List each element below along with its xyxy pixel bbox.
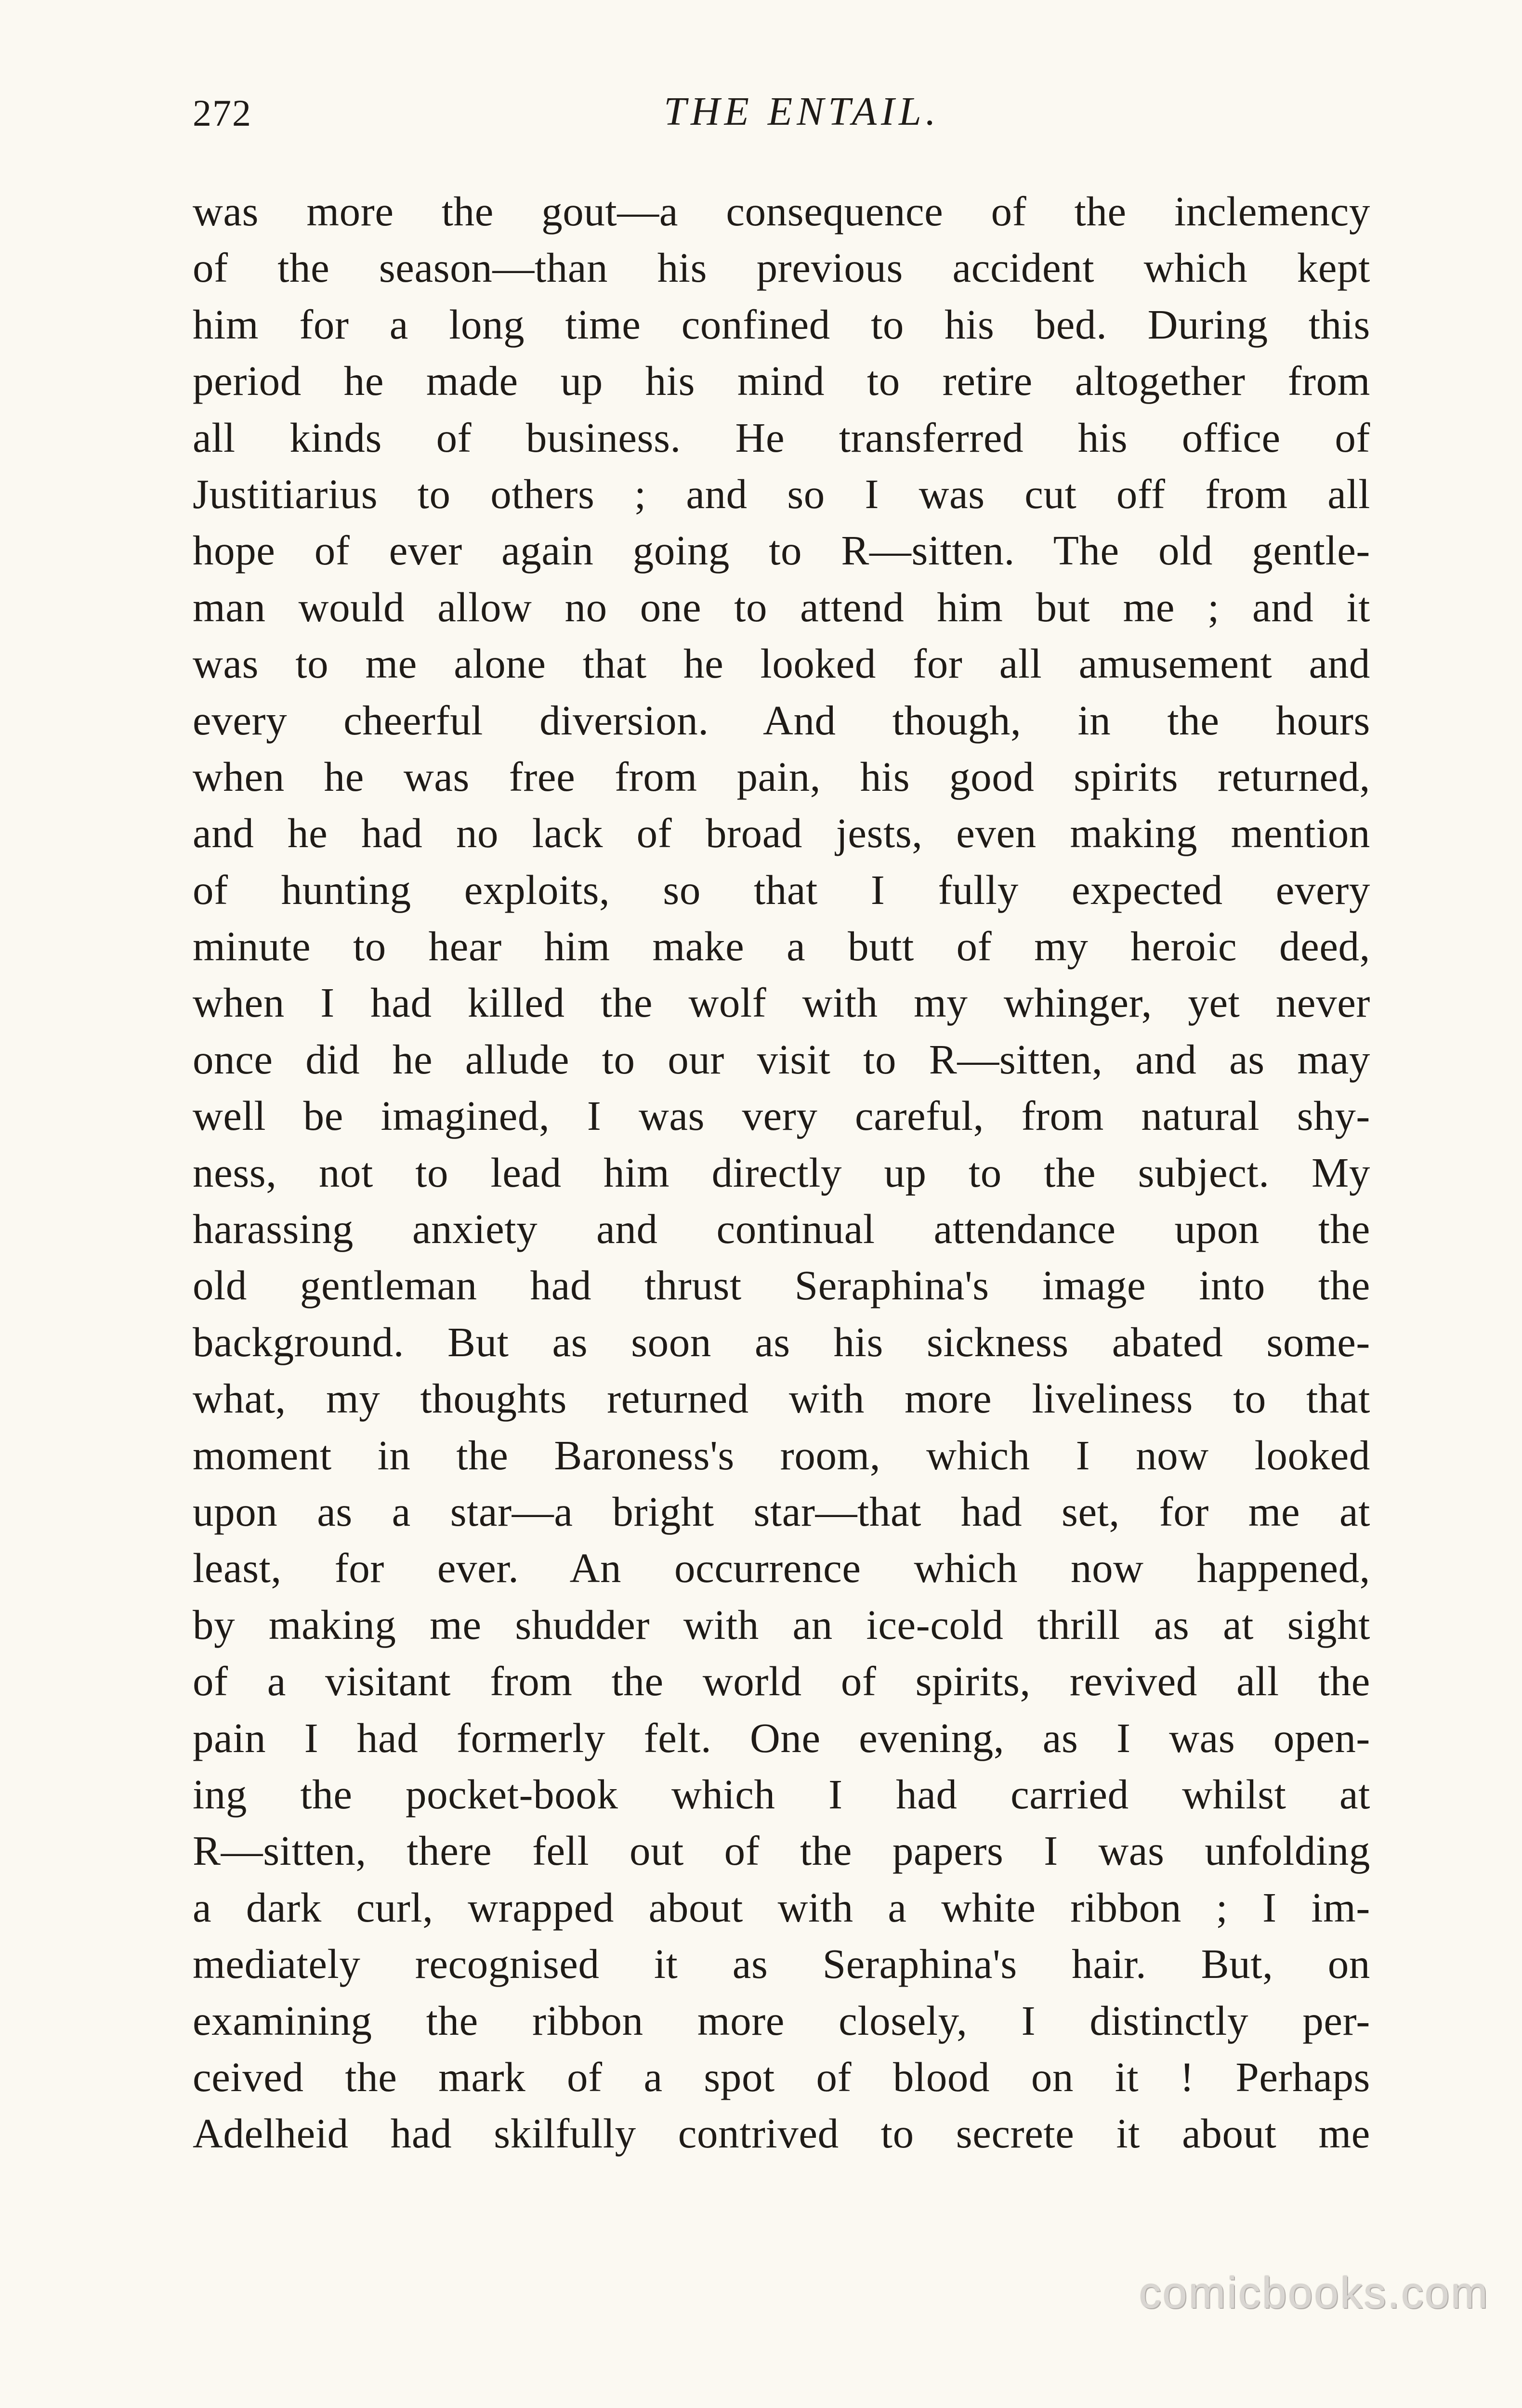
text-line: was more the gout—a consequence of the inclemency [193, 188, 1370, 235]
text-line: pain I had formerly felt. One evening, as I was open- [193, 1714, 1370, 1761]
text-line: period he made up his mind to retire altogether from [193, 357, 1370, 405]
text-line: when he was free from pain, his good spirits returned, [193, 753, 1370, 800]
text-line: ness, not to lead him directly up to the subject. My [193, 1149, 1370, 1196]
text-line: every cheerful diversion. And though, in the hours [193, 696, 1370, 744]
text-line: upon as a star—a bright star—that had set, for me at [193, 1488, 1370, 1535]
page-number: 272 [193, 92, 252, 134]
text-line: ing the pocket-book which I had carried whilst at [193, 1770, 1370, 1818]
text-line: minute to hear him make a butt of my heroic deed, [193, 923, 1370, 970]
running-title: THE ENTAIL. [664, 89, 940, 134]
text-line: and he had no lack of broad jests, even making mention [193, 810, 1370, 857]
watermark: comicbooks.com [1139, 2268, 1489, 2317]
text-line: once did he allude to our visit to R—sitten, and as may [193, 1035, 1370, 1083]
text-line: background. But as soon as his sickness abated some- [193, 1318, 1370, 1365]
text-line: man would allow no one to attend him but me ; and it [193, 583, 1370, 630]
text-line: ceived the mark of a spot of blood on it ! Perhaps [193, 2053, 1370, 2100]
text-line: mediately recognised it as Seraphina's hair. But, on [193, 1940, 1370, 1988]
text-line: of the season—than his previous accident which kept [193, 244, 1370, 291]
text-line: moment in the Baroness's room, which I now looked [193, 1431, 1370, 1479]
text-line: Adelheid had skilfully contrived to secrete it about me [193, 2110, 1370, 2157]
body-text [193, 183, 1370, 2162]
text-line: what, my thoughts returned with more liveliness to that [193, 1375, 1370, 1422]
text-line: all kinds of business. He transferred his office of [193, 414, 1370, 461]
text-line: well be imagined, I was very careful, from natural shy- [193, 1092, 1370, 1139]
text-line: least, for ever. An occurrence which now happened, [193, 1544, 1370, 1592]
text-line: of hunting exploits, so that I fully expected every [193, 866, 1370, 913]
text-line: a dark curl, wrapped about with a white ribbon ; I im- [193, 1884, 1370, 1931]
text-line: Justitiarius to others ; and so I was cut off from all [193, 470, 1370, 517]
text-line: was to me alone that he looked for all amusement and [193, 640, 1370, 687]
text-line: him for a long time confined to his bed. During this [193, 301, 1370, 348]
text-line: R—sitten, there fell out of the papers I was unfolding [193, 1827, 1370, 1874]
text-line: hope of ever again going to R—sitten. The old gentle- [193, 527, 1370, 574]
text-line: when I had killed the wolf with my whinger, yet never [193, 979, 1370, 1026]
text-line: by making me shudder with an ice-cold thrill as at sight [193, 1601, 1370, 1648]
text-line: harassing anxiety and continual attendance upon the [193, 1205, 1370, 1253]
text-line: of a visitant from the world of spirits, revived all the [193, 1658, 1370, 1705]
text-line: old gentleman had thrust Seraphina's image into the [193, 1262, 1370, 1309]
text-line: examining the ribbon more closely, I distinctly per- [193, 1997, 1370, 2044]
